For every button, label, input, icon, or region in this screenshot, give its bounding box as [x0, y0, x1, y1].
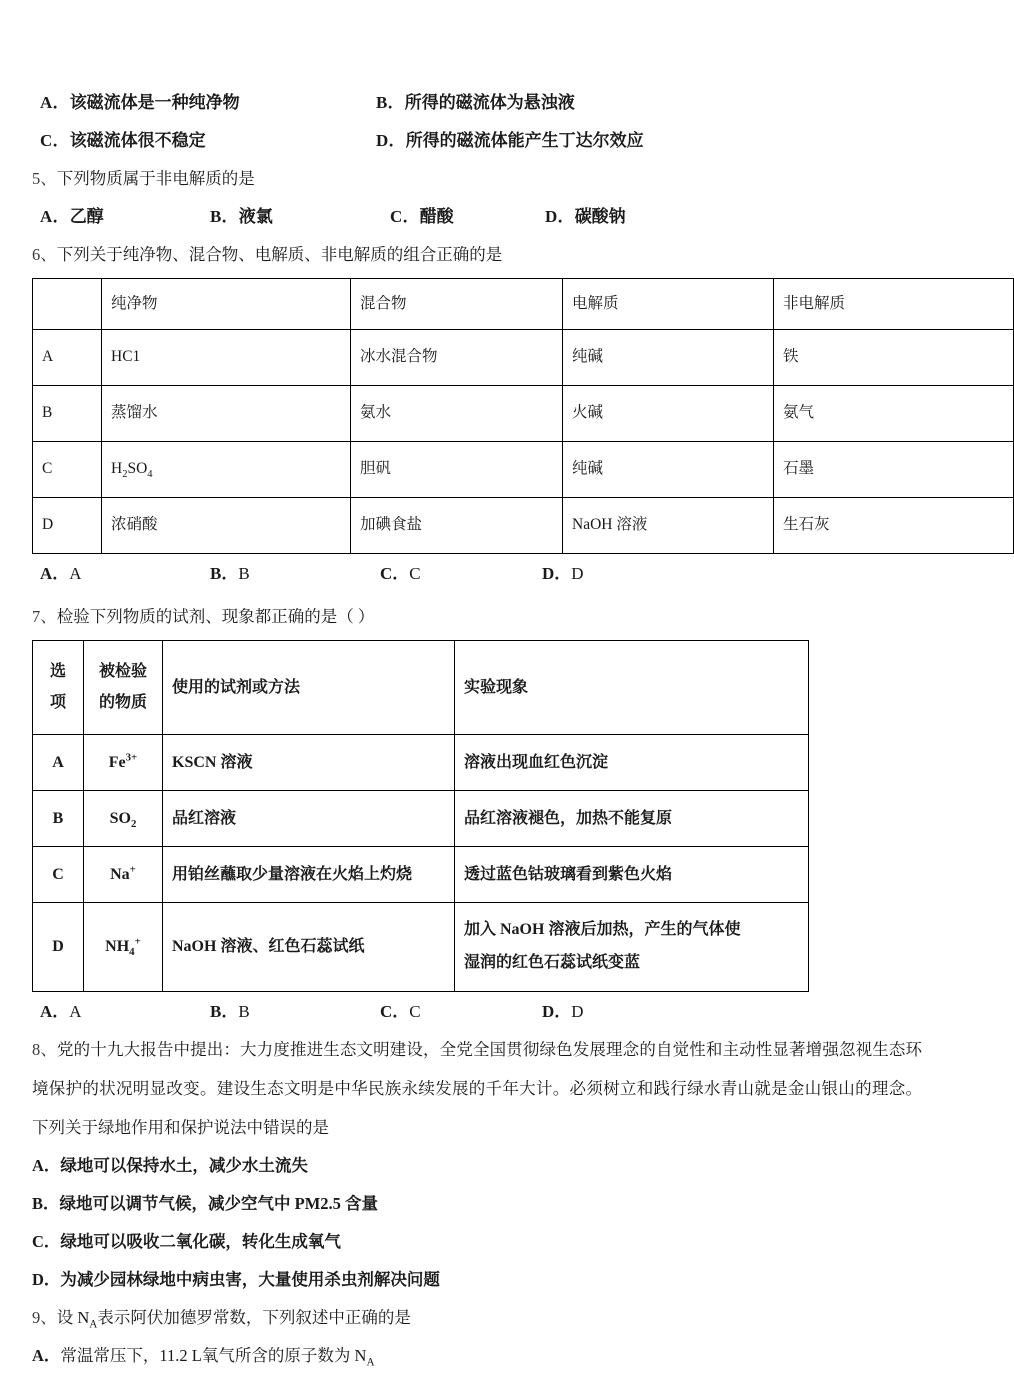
table-row [33, 498, 1014, 554]
q4-options-row-2 [32, 122, 922, 160]
q7-header-reagent: 使用的试剂或方法 [163, 641, 455, 735]
q5-option-b-label: B． [210, 207, 239, 226]
q7-answer-row [32, 994, 922, 1030]
q7-row-b-reagent: 品红溶液 [163, 791, 455, 847]
q8-option-d-text: 为减少园林绿地中病虫害，大量使用杀虫剂解决问题 [60, 1270, 440, 1289]
q4-option-b-label: B． [376, 93, 405, 112]
q6-answer-b-label: B． [210, 564, 239, 583]
q4-option-c-text: 该磁流体很不稳定 [69, 131, 206, 150]
q5-option-b[interactable] [210, 198, 273, 236]
q8-option-c-text: 绿地可以吸收二氧化碳，转化生成氧气 [60, 1232, 341, 1251]
q6-row-a-pure: HC1 [102, 330, 351, 386]
q6-answer-b[interactable] [210, 556, 250, 592]
q7-row-c-reagent: 用铂丝蘸取少量溶液在火焰上灼烧 [163, 847, 455, 903]
q7-answer-d-value: D [571, 1002, 584, 1021]
q4-option-c-label: C． [40, 131, 70, 150]
q9-number: 9、 [32, 1308, 57, 1327]
q7-row-c-substance: Na+ [84, 847, 163, 903]
q7-row-c-option: C [33, 847, 84, 903]
q7-answer-b[interactable] [210, 994, 250, 1030]
page-content [32, 84, 922, 1375]
q6-answer-a-label: A． [40, 564, 70, 583]
q7-answer-a[interactable] [40, 994, 82, 1030]
q6-row-a-nonelectrolyte: 铁 [774, 330, 1014, 386]
q5-option-a-text: 乙醇 [69, 207, 104, 226]
q6-header-blank [33, 279, 102, 330]
q7-answer-a-value: A [69, 1002, 82, 1021]
q8-option-c[interactable] [32, 1223, 922, 1261]
q7-answer-c-label: C． [380, 1002, 410, 1021]
q7-row-a-reagent: KSCN 溶液 [163, 735, 455, 791]
q6-row-d-mixture: 加碘食盐 [351, 498, 563, 554]
q7-answer-c-value: C [409, 1002, 421, 1021]
q5-number: 5、 [32, 169, 57, 188]
q6-row-d-pure: 浓硝酸 [102, 498, 351, 554]
q6-stem-text: 下列关于纯净物、混合物、电解质、非电解质的组合正确的是 [56, 245, 503, 264]
q7-row-d-reagent: NaOH 溶液、红色石蕊试纸 [163, 903, 455, 992]
q4-option-a[interactable] [40, 84, 240, 122]
q7-stem [32, 598, 922, 636]
q5-option-d[interactable] [545, 198, 626, 236]
q4-option-a-label: A． [40, 93, 70, 112]
q6-row-b-nonelectrolyte: 氨气 [774, 386, 1014, 442]
q8-option-a-text: 绿地可以保持水土，减少水土流失 [60, 1156, 308, 1175]
q4-option-a-text: 该磁流体是一种纯净物 [69, 93, 240, 112]
q7-header-phenomenon: 实验现象 [455, 641, 809, 735]
q6-answer-a-value: A [69, 564, 82, 583]
q9-option-a[interactable] [32, 1337, 922, 1375]
q8-option-d[interactable] [32, 1261, 922, 1299]
q9-stem [32, 1299, 922, 1337]
q5-option-c-text: 醋酸 [419, 207, 454, 226]
table-row [33, 330, 1014, 386]
q6-row-a-electrolyte: 纯碱 [563, 330, 774, 386]
q7-row-a-option: A [33, 735, 84, 791]
q4-option-b[interactable] [376, 84, 575, 122]
q6-answer-c-label: C． [380, 564, 410, 583]
q6-row-d-nonelectrolyte: 生石灰 [774, 498, 1014, 554]
q6-number: 6、 [32, 245, 57, 264]
q7-row-d-substance: $NH_4^+$ [84, 903, 163, 992]
q5-option-d-label: D． [545, 207, 575, 226]
q7-row-a-phenomenon: 溶液出现血红色沉淀 [455, 735, 809, 791]
q4-option-c[interactable] [40, 122, 206, 160]
q7-header-substance-line2: 的物质 [98, 693, 147, 711]
table-row [33, 735, 809, 791]
table-row [33, 386, 1014, 442]
q8-option-c-label: C． [32, 1232, 61, 1251]
table-row [33, 903, 809, 992]
table-header-row [33, 279, 1014, 330]
q5-options-row [32, 198, 922, 236]
q6-header-nonelectrolyte: 非电解质 [774, 279, 1014, 330]
q7-row-b-phenomenon: 品红溶液褪色，加热不能复原 [455, 791, 809, 847]
q7-answer-d[interactable] [542, 994, 584, 1030]
q8-option-a-label: A． [32, 1156, 61, 1175]
q9-stem-suffix: 表示阿伏加德罗常数，下列叙述中正确的是 [97, 1308, 411, 1327]
q5-option-b-text: 液氯 [238, 207, 273, 226]
q9-stem-subscript: A [89, 1318, 98, 1331]
q5-stem [32, 160, 922, 198]
q4-options-row-1 [32, 84, 922, 122]
q9-option-a-label: A． [32, 1346, 61, 1365]
q8-option-b[interactable] [32, 1185, 922, 1223]
q8-stem [32, 1030, 922, 1147]
q8-option-b-label: B． [32, 1194, 60, 1213]
q6-answer-c-value: C [409, 564, 421, 583]
q7-row-d-phenomenon-line2: 湿润的红色石蕊试纸变蓝 [464, 954, 641, 971]
q8-option-b-text: 绿地可以调节气候，减少空气中 PM2.5 含量 [59, 1194, 379, 1213]
q5-option-d-text: 碳酸钠 [574, 207, 626, 226]
q8-option-d-label: D． [32, 1270, 61, 1289]
q4-option-d-text: 所得的磁流体能产生丁达尔效应 [405, 131, 644, 150]
q4-option-d-label: D． [376, 131, 406, 150]
q7-answer-a-label: A． [40, 1002, 70, 1021]
q7-table [32, 640, 809, 992]
q5-option-c[interactable] [390, 198, 454, 236]
q7-row-d-phenomenon-line1: 加入 NaOH 溶液后加热，产生的气体使 [464, 921, 741, 939]
q4-option-d[interactable] [376, 122, 644, 160]
q5-option-c-label: C． [390, 207, 420, 226]
q7-answer-d-label: D． [542, 1002, 572, 1021]
q6-answer-d-value: D [571, 564, 584, 583]
q6-table [32, 278, 1014, 554]
q7-answer-c[interactable] [380, 994, 421, 1030]
q6-row-c-option: C [33, 442, 102, 498]
q6-row-d-option: D [33, 498, 102, 554]
q7-header-option [33, 641, 84, 735]
q9-stem-prefix: 设 N [56, 1308, 90, 1327]
q7-number: 7、 [32, 607, 57, 626]
q7-header-option-line1: 选 [49, 663, 66, 681]
table-row [33, 791, 809, 847]
q7-header-option-line2: 项 [49, 693, 66, 711]
q8-option-a[interactable] [32, 1147, 922, 1185]
q6-row-b-pure: 蒸馏水 [102, 386, 351, 442]
q5-option-a[interactable] [40, 198, 104, 236]
q7-answer-b-value: B [238, 1002, 250, 1021]
q6-row-c-pure: $H_2SO_4$ [102, 442, 351, 498]
q7-answer-b-label: B． [210, 1002, 239, 1021]
q5-stem-text: 下列物质属于非电解质的是 [56, 169, 255, 188]
q8-stem-text: 党的十九大报告中提出：大力度推进生态文明建设，全党全国贯彻绿色发展理念的自觉性和主动性显著增强忽视生态环境保护的状况明显改变。建设生态文明是中华民族永续发展的千年大计。必须树立和践行绿水青山就是金山银山的理念。下列关于绿地作用和保护说法中错误的是 [32, 1040, 923, 1137]
q6-header-electrolyte: 电解质 [563, 279, 774, 330]
q6-answer-d-label: D． [542, 564, 572, 583]
q6-stem [32, 236, 922, 274]
q7-row-b-substance: $SO_2$ [84, 791, 163, 847]
q7-row-d-option: D [33, 903, 84, 992]
q7-row-c-phenomenon: 透过蓝色钴玻璃看到紫色火焰 [455, 847, 809, 903]
q6-row-c-nonelectrolyte: 石墨 [774, 442, 1014, 498]
q6-answer-a[interactable] [40, 556, 82, 592]
table-row [33, 442, 1014, 498]
q6-answer-b-value: B [238, 564, 250, 583]
q7-stem-text: 检验下列物质的试剂、现象都正确的是（ ） [56, 607, 375, 626]
q6-header-mixture: 混合物 [351, 279, 563, 330]
q6-row-b-electrolyte: 火碱 [563, 386, 774, 442]
q6-row-c-electrolyte: 纯碱 [563, 442, 774, 498]
q6-row-a-option: A [33, 330, 102, 386]
q4-option-b-text: 所得的磁流体为悬浊液 [404, 93, 575, 112]
q6-answer-d[interactable] [542, 556, 584, 592]
q6-header-pure: 纯净物 [102, 279, 351, 330]
q6-answer-c[interactable] [380, 556, 421, 592]
table-row [33, 847, 809, 903]
q6-row-d-electrolyte: NaOH 溶液 [563, 498, 774, 554]
table-header-row [33, 641, 809, 735]
q7-header-substance-line1: 被检验 [98, 663, 147, 681]
q7-row-b-option: B [33, 791, 84, 847]
q7-row-d-phenomenon [455, 903, 809, 992]
q7-header-substance [84, 641, 163, 735]
q5-option-a-label: A． [40, 207, 70, 226]
q9-option-a-subscript: A [366, 1356, 375, 1369]
q7-row-a-substance: $Fe^{3+}$ [84, 735, 163, 791]
q9-option-a-text: 常温常压下，11.2 L氧气所含的原子数为 N [60, 1346, 367, 1365]
q6-row-c-mixture: 胆矾 [351, 442, 563, 498]
q6-row-b-mixture: 氨水 [351, 386, 563, 442]
q8-number: 8、 [32, 1040, 58, 1059]
q6-row-a-mixture: 冰水混合物 [351, 330, 563, 386]
q6-row-b-option: B [33, 386, 102, 442]
q6-answer-row [32, 556, 922, 592]
